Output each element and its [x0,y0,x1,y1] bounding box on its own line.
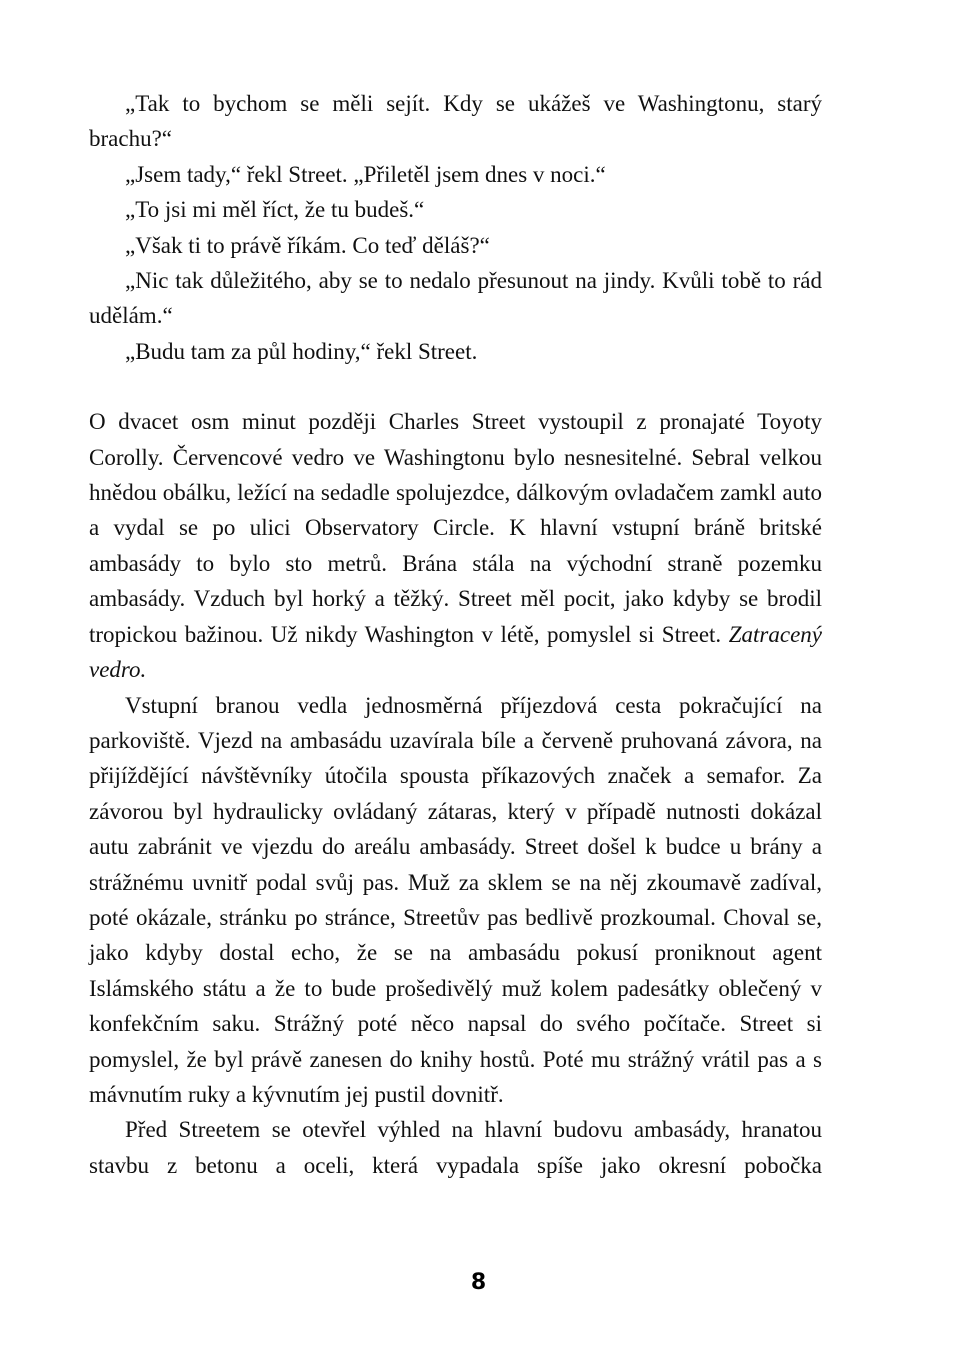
page-text-block [89,86,822,1183]
dialogue-paragraph: „Však ti to právě říkám. Co teď děláš?“ [125,232,490,258]
narrative-paragraph [89,404,822,687]
dialogue-paragraph: „Jsem tady,“ řekl Street. „Přiletěl jsem dnes v noci.“ [125,161,606,187]
dialogue-paragraph: „Budu tam za půl hodiny,“ řekl Street. [125,338,478,364]
narrative-paragraph: Před Streetem se otevřel výhled na hlavní budovu ambasády, hranatou stavbu z betonu a oceli, která vypadala spíše jako okresní pobočka [89,1117,822,1178]
dialogue-paragraph: „To jsi mi měl říct, že tu budeš.“ [125,197,425,223]
narrative-text: O dvacet osm minut později Charles Street vystoupil z pronajaté Toyoty Corolly. Červencové vedro ve Washingtonu bylo nesnesitelné. Sebral velkou hnědou obálku, ležící na sedadle spolujezdce, dálkovým ovladačem zamkl auto a vydal se po ulici Observatory Circle. K hlavní vstupní bráně britské ambasády to bylo sto metrů. Brána stála na východní straně pozemku ambasády. Vzduch byl horký a těžký. Street měl pocit, jako kdyby se brodil tropickou bažinou. Už nikdy Washington v létě, pomyslel si Street. [89,409,822,647]
italic-thought: Zatracený vedro. [89,621,822,683]
page-number: 8 [470,1270,487,1295]
dialogue-paragraph: „Nic tak důležitého, aby se to nedalo přesunout na jindy. Kvůli tobě to rád udělám.“ [89,268,822,329]
narrative-paragraph: Vstupní branou vedla jednosměrná příjezdová cesta pokračující na parkoviště. Vjezd na ambasádu uzavírala bíle a červeně pruhovaná závora, na přijíždějící návštěvníky útočila spousta příkazových značek a semafor. Za závorou byl hydraulicky ovládaný zátaras, který v případě nutnosti dokázal autu zabránit ve vjezdu do areálu ambasády. Street došel k budce u brány a strážnému uvnitř podal svůj pas. Muž za sklem se na něj zkoumavě zadíval, poté okázale, stránku po stránce, Streetův pas bedlivě prozkoumal. Choval se, jako kdyby dostal echo, že se na ambasádu pokusí proniknout agent Islámského státu a že to bude prošedivělý muž kolem padesátky oblečený v konfekčním saku. Strážný poté něco napsal do svého počítače. Street si pomyslel, že byl právě zanesen do knihy hostů. Poté mu strážný vrátil pas a s mávnutím ruky a kývnutím jej pustil dovnitř. [89,692,822,1107]
dialogue-paragraph: „Tak to bychom se měli sejít. Kdy se ukážeš ve Washingtonu, starý brachu?“ [89,91,822,152]
